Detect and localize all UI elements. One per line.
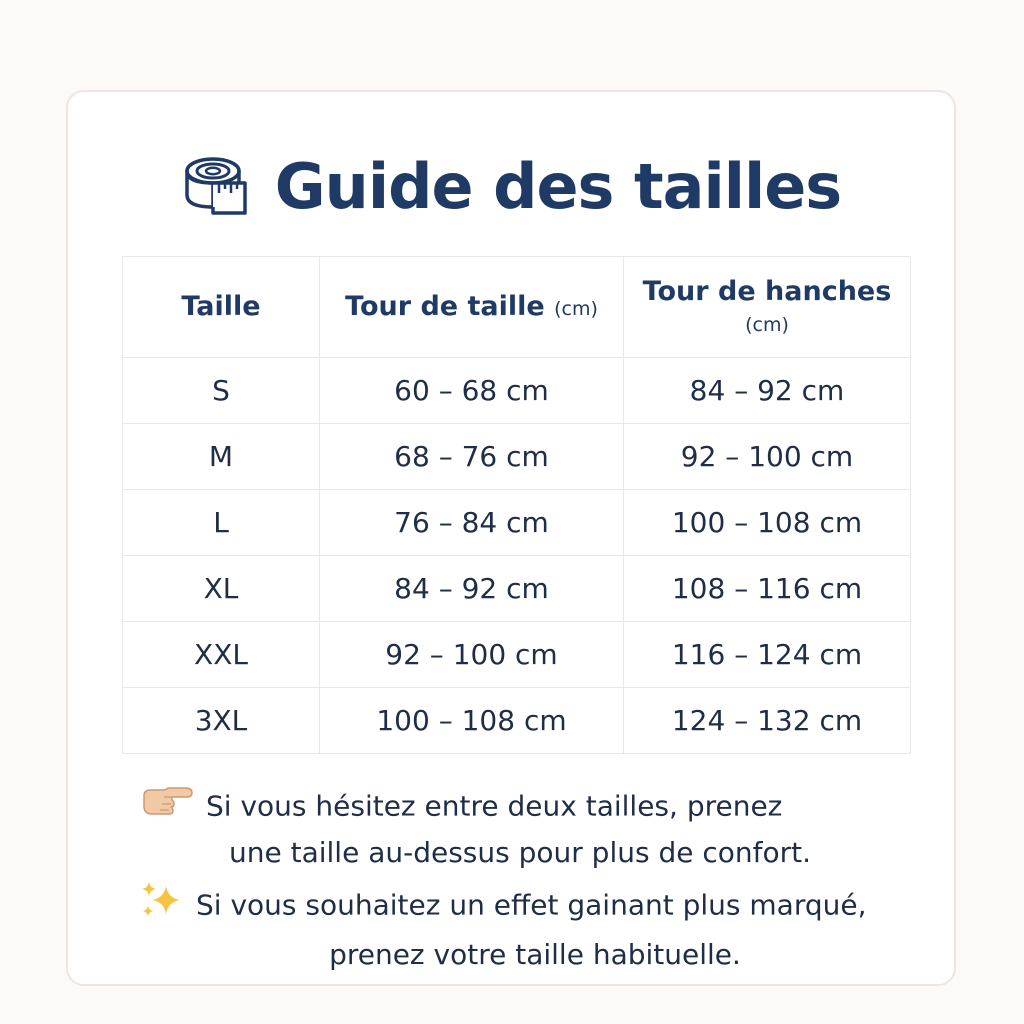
header-size-label: Taille xyxy=(181,291,261,323)
table-row xyxy=(123,688,911,754)
size-table xyxy=(122,256,911,754)
waist-cell: 100 – 108 cm xyxy=(320,688,624,754)
header-size xyxy=(123,257,320,358)
hips-cell: 124 – 132 cm xyxy=(624,688,911,754)
hips-cell: 84 – 92 cm xyxy=(624,358,911,424)
hips-cell: 108 – 116 cm xyxy=(624,556,911,622)
size-cell: 3XL xyxy=(123,688,320,754)
table-row xyxy=(123,556,911,622)
size-cell: XXL xyxy=(123,622,320,688)
waist-cell: 68 – 76 cm xyxy=(320,424,624,490)
header-waist xyxy=(320,257,624,358)
size-cell: S xyxy=(123,358,320,424)
header-hips-label: Tour de hanches xyxy=(642,275,892,307)
waist-cell: 84 – 92 cm xyxy=(320,556,624,622)
pointing-hand-icon xyxy=(140,784,194,831)
note-size-between xyxy=(140,784,900,875)
note-1-line-1: Si vous hésitez entre deux tailles, prenez xyxy=(206,789,783,823)
note-1-line-2: une taille au-dessus pour plus de confort. xyxy=(228,836,812,869)
header-waist-unit: (cm) xyxy=(554,298,598,321)
note-2-line-1: Si vous souhaitez un effet gainant plus marqué, xyxy=(196,888,867,922)
waist-cell: 76 – 84 cm xyxy=(320,490,624,556)
hips-cell: 116 – 124 cm xyxy=(624,622,911,688)
header-hips-unit: (cm) xyxy=(745,314,789,336)
waist-cell: 92 – 100 cm xyxy=(320,622,624,688)
hips-cell: 100 – 108 cm xyxy=(624,490,911,556)
table-row xyxy=(123,490,911,556)
size-cell: L xyxy=(123,490,320,556)
header-waist-label: Tour de taille xyxy=(345,291,545,323)
title-row xyxy=(0,140,1024,232)
table-header-row xyxy=(123,257,911,358)
note-2-line-2: prenez votre taille habituelle. xyxy=(329,938,741,971)
hips-cell: 92 – 100 cm xyxy=(624,424,911,490)
table-row xyxy=(123,424,911,490)
table-row xyxy=(123,622,911,688)
waist-cell: 60 – 68 cm xyxy=(320,358,624,424)
size-cell: XL xyxy=(123,556,320,622)
measuring-tape-icon xyxy=(183,155,249,217)
page-title: Guide des tailles xyxy=(274,149,842,223)
note-firm-effect xyxy=(140,880,930,977)
header-hips xyxy=(624,257,911,358)
table-row xyxy=(123,358,911,424)
size-cell: M xyxy=(123,424,320,490)
sparkles-icon xyxy=(140,880,184,933)
